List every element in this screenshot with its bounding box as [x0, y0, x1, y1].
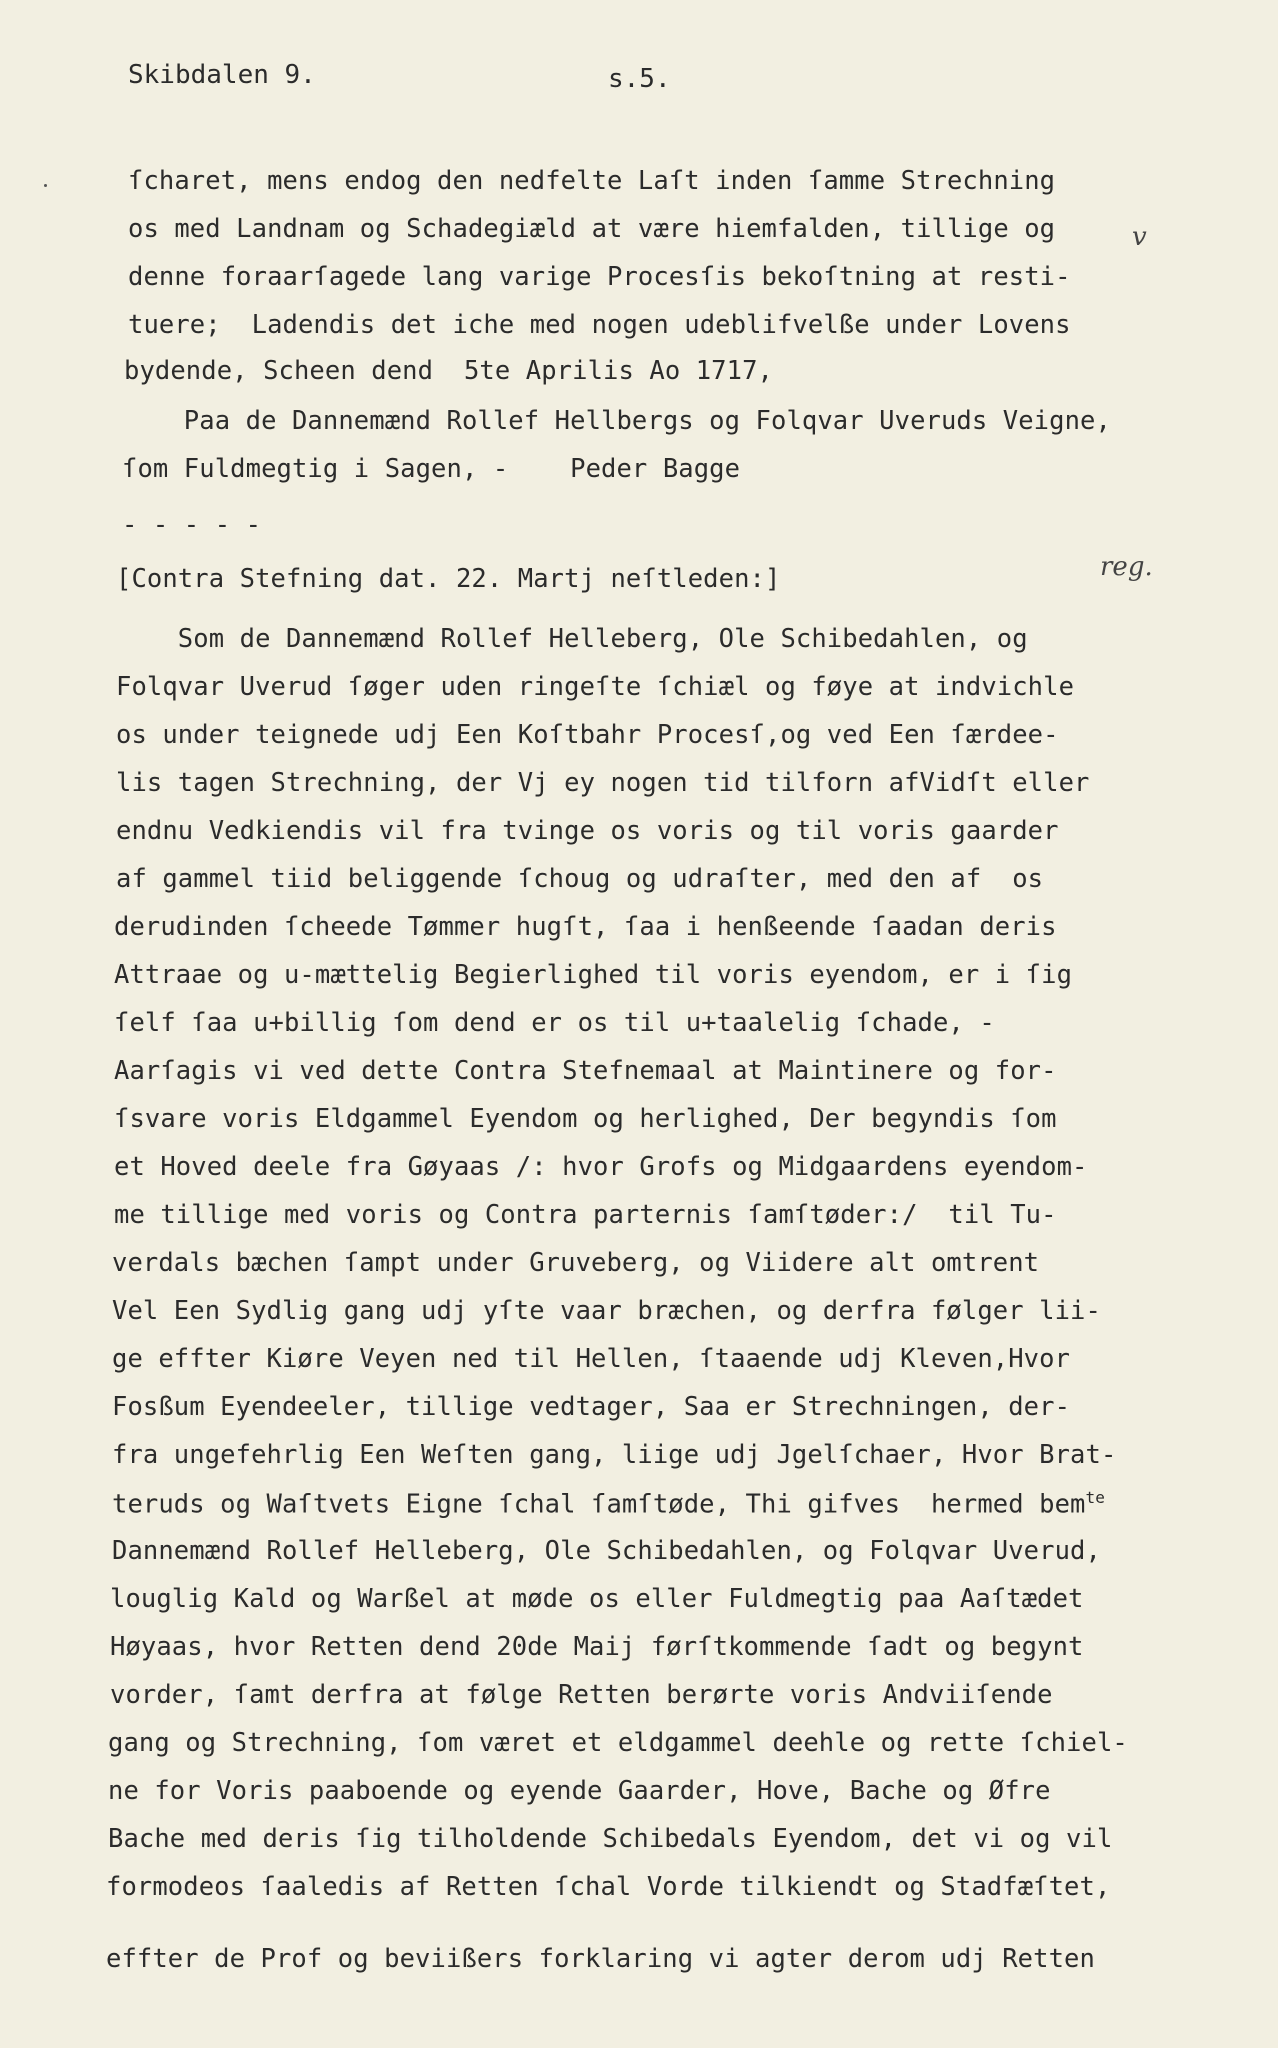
margin-note-v: v — [1132, 222, 1147, 252]
text-line: me tillige med voris og Contra parternis ſamſtøder:/ til Tu- — [114, 1200, 1057, 1230]
text-line: gang og Strechning, ſom været et eldgammel deehle og rette ſchiel- — [108, 1728, 1128, 1758]
text-line: bydende, Scheen dend 5te Aprilis Ao 1717, — [124, 356, 773, 386]
text-line: Vel Een Sydlig gang udj yſte vaar bræchen, og derfra følger lii- — [112, 1296, 1101, 1326]
text-line: Dannemænd Rollef Helleberg, Ole Schibedahlen, og Folqvar Uverud, — [112, 1536, 1101, 1566]
text-line: louglig Kald og Warßel at møde os eller Fuldmegtig paa Aaſtædet — [110, 1584, 1084, 1614]
text-line: fra ungefehrlig Een Weſten gang, liige udj Jgelſchaer, Hvor Brat- — [112, 1440, 1117, 1470]
text-line: endnu Vedkiendis vil fra tvinge os voris og til voris gaarder — [116, 816, 1059, 846]
text-line: Paa de Dannemænd Rollef Hellbergs og Folqvar Uveruds Veigne, — [122, 406, 1111, 436]
text-line: tuere; Ladendis det iche med nogen udeblifvelße under Lovens — [128, 310, 1071, 340]
text-line: ſom Fuldmegtig i Sagen, - Peder Bagge — [122, 454, 741, 484]
text-line: Som de Dannemænd Rollef Helleberg, Ole Schibedahlen, og — [116, 624, 1028, 654]
header-title: Skibdalen 9. — [128, 60, 316, 90]
text-line: os med Landnam og Schadegiæld at være hiemfalden, tillige og — [128, 214, 1056, 244]
text-line: Høyaas, hvor Retten dend 20de Maij førſtkommende ſadt og begynt — [110, 1632, 1084, 1662]
text-line: vorder, ſamt derfra at følge Retten berørte voris Andviiſende — [110, 1680, 1053, 1710]
superscript: te — [1085, 1488, 1105, 1507]
text-line-with-superscript — [112, 1488, 1105, 1520]
text-line: ſelf ſaa u+billig ſom dend er os til u+taalelig ſchade, - — [114, 1008, 995, 1038]
text-line: os under teignede udj Een Koſtbahr Procesſ,og ved Een ſærdee- — [116, 720, 1059, 750]
text-line: Bache med deris ſig tilholdende Schibedals Eyendom, det vi og vil — [108, 1824, 1113, 1854]
text-line: derudinden ſcheede Tømmer hugſt, ſaa i henßeende ſaadan deris — [114, 912, 1057, 942]
text-line: effter de Prof og beviißers forklaring vi agter derom udj Retten — [106, 1944, 1095, 1974]
text-line: Folqvar Uverud ſøger uden ringeſte ſchiæl og føye at indvichle — [116, 672, 1075, 702]
text-line: lis tagen Strechning, der Vj ey nogen tid tilforn afVidſt eller — [116, 768, 1090, 798]
text-line: Fosßum Eyendeeler, tillige vedtager, Saa er Strechningen, der- — [112, 1392, 1071, 1422]
text-line: verdals bæchen ſampt under Gruveberg, og Viidere alt omtrent — [112, 1248, 1040, 1278]
text-line: ge effter Kiøre Veyen ned til Hellen, ſtaaende udj Kleven,Hvor — [112, 1344, 1071, 1374]
text-line: formodeos ſaaledis af Retten ſchal Vorde tilkiendt og Stadfæſtet, — [106, 1872, 1111, 1902]
text-line: ne for Voris paaboende og eyende Gaarder, Hove, Bache og Øfre — [108, 1776, 1051, 1806]
text-line: af gammel tiid beliggende ſchoug og udraſter, med den af os — [116, 864, 1044, 894]
text-line: Aarſagis vi ved dette Contra Stefnemaal at Maintinere og for- — [114, 1056, 1057, 1086]
text-line: Attraae og u-mættelig Begierlighed til voris eyendom, er i ſig — [114, 960, 1073, 990]
page-number: s.5. — [608, 64, 671, 94]
ink-speck — [44, 184, 47, 187]
text-line: teruds og Waſtvets Eigne ſchal ſamſtøde, Thi gifves hermed bem — [112, 1489, 1086, 1520]
text-line: [Contra Stefning dat. 22. Martj neſtleden:] — [116, 564, 781, 594]
text-line: ſcharet, mens endog den nedfelte Laſt inden ſamme Strechning — [128, 166, 1056, 196]
text-line: ſsvare voris Eldgammel Eyendom og herlighed, Der begyndis ſom — [114, 1104, 1057, 1134]
text-line: et Hoved deele fra Gøyaas /: hvor Grofs og Midgaardens eyendom- — [114, 1152, 1088, 1182]
text-line: denne foraarſagede lang varige Procesſis bekoſtning at resti- — [128, 262, 1071, 292]
separator-dashes: - - - - - — [122, 510, 262, 540]
margin-note-reg: reg. — [1100, 552, 1153, 582]
